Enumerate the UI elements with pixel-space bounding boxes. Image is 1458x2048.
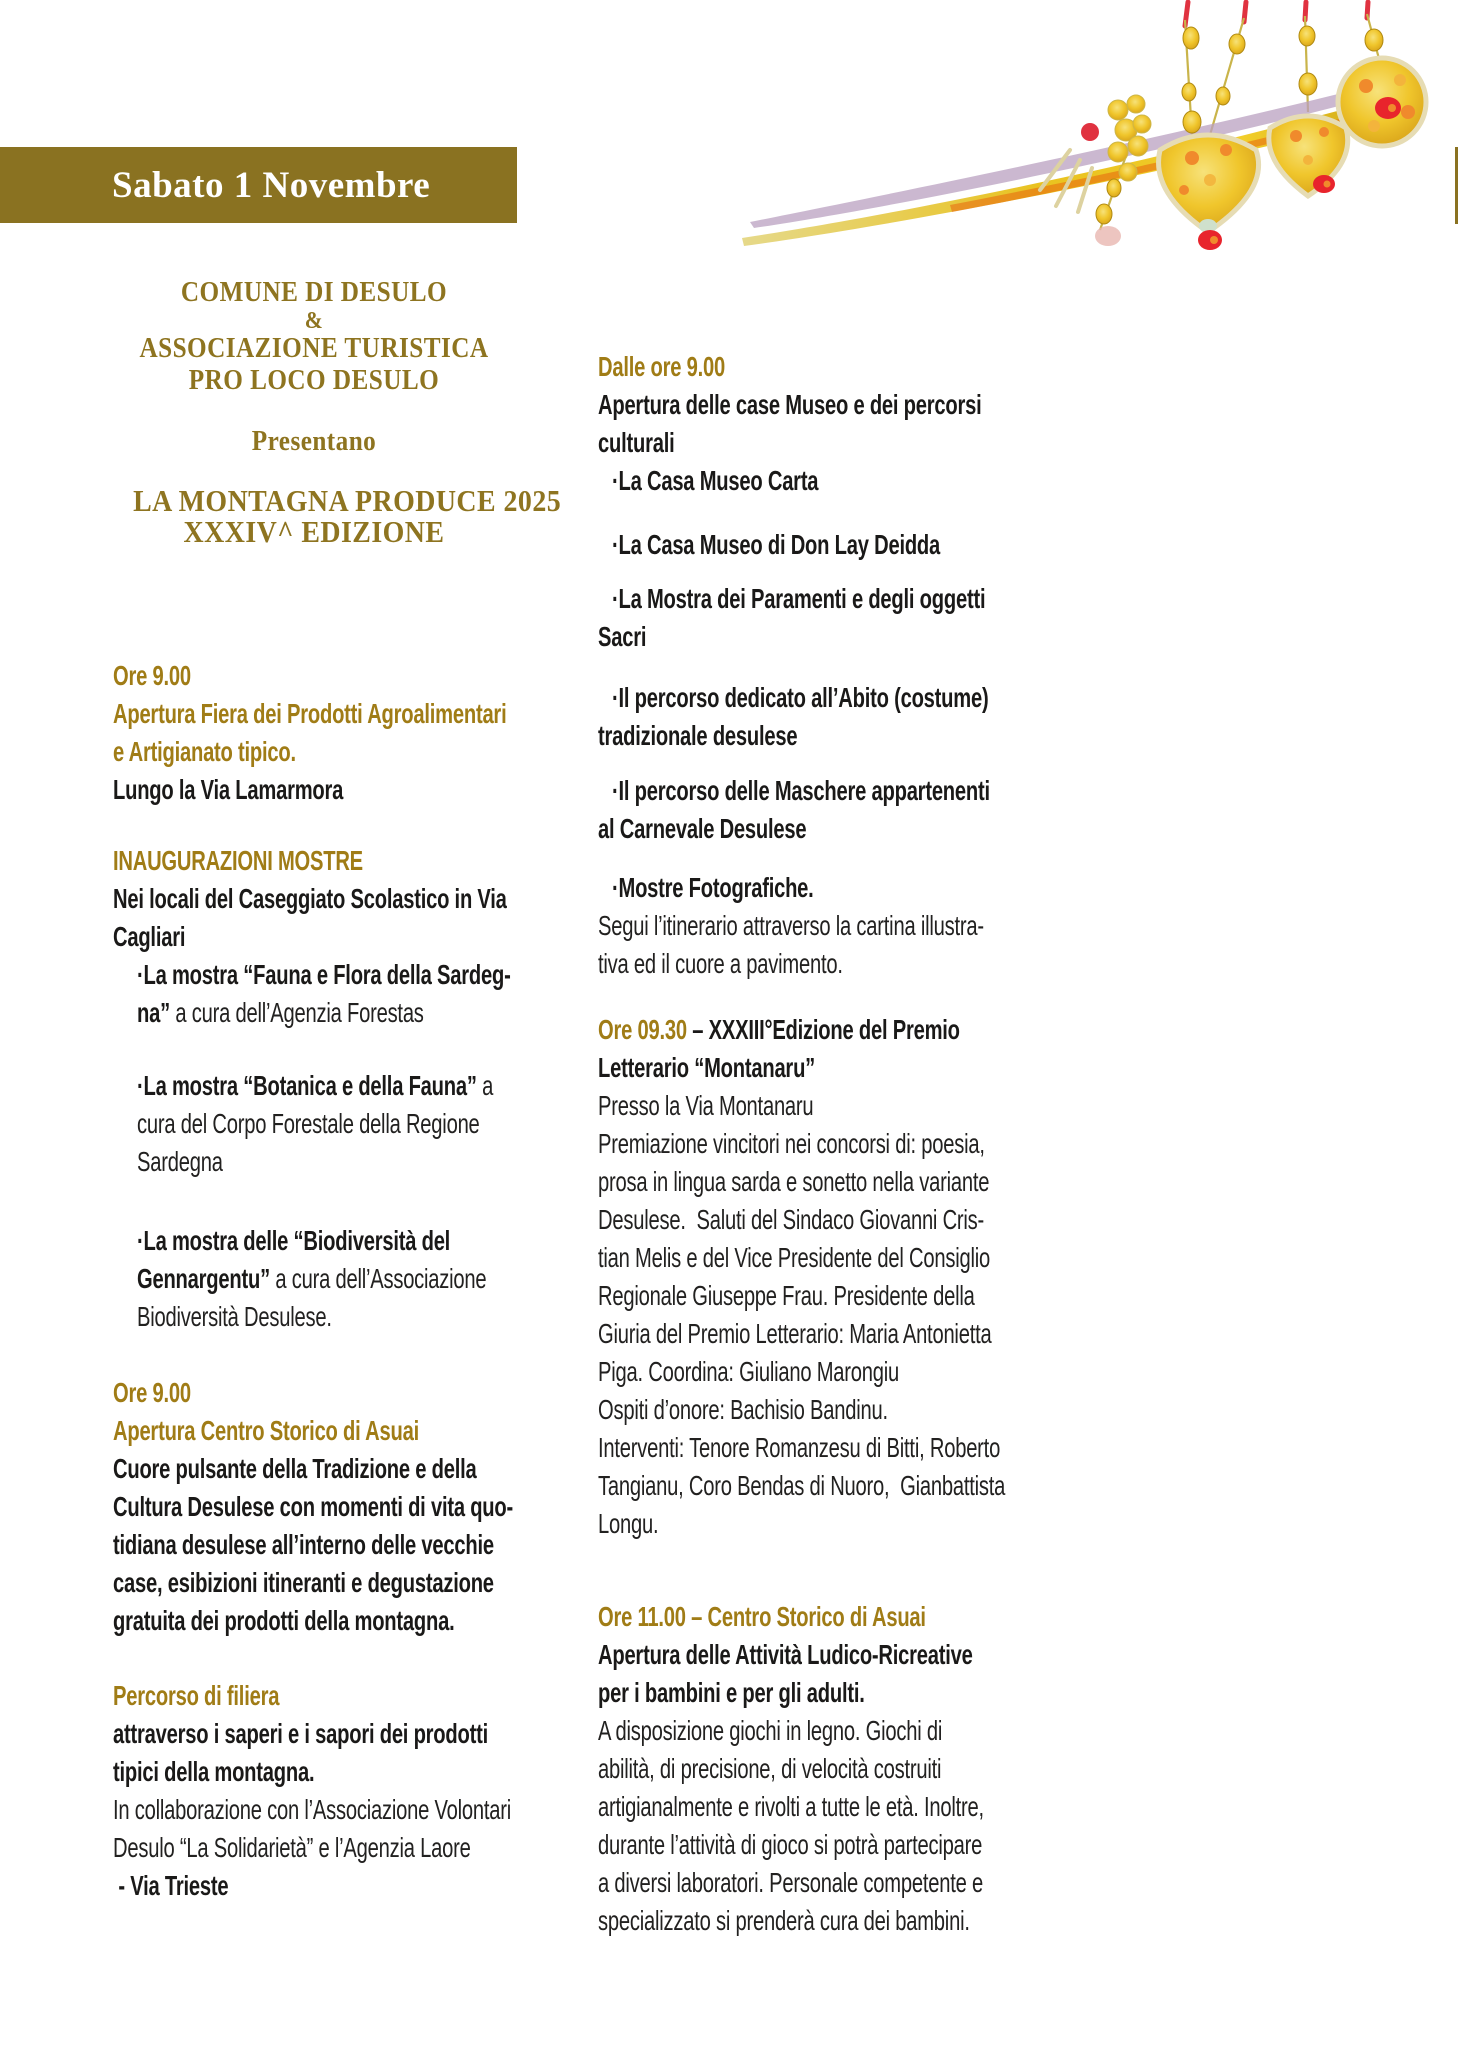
text-line [113, 1791, 511, 1829]
text-line [133, 277, 495, 309]
text-line [133, 516, 495, 547]
text-run: Presso la Via Montanaru [598, 1090, 814, 1121]
text-line [598, 1429, 1001, 1467]
text-run: ·Il percorso dedicato all’Abito (costume) [612, 682, 989, 713]
left-column [113, 277, 562, 1905]
text-run: Apertura delle Attività Ludico-Ricreative [598, 1639, 973, 1670]
text-run: Percorso di filiera [113, 1680, 280, 1711]
text-run: Premiazione vincitori nei concorsi di: poesia, [598, 1128, 985, 1159]
text-line [113, 1829, 471, 1867]
text-run: tidiana desulese all’interno delle vecchie [113, 1529, 494, 1560]
text-line [612, 580, 986, 618]
text-line [133, 483, 562, 518]
text-run: Nei locali del Caseggiato Scolastico in Via [113, 883, 507, 914]
text-run: Letterario “Montanaru” [598, 1052, 816, 1083]
text-run: ·La Mostra dei Paramenti e degli oggetti [612, 583, 986, 614]
text-line [113, 1374, 402, 1412]
text-line [598, 1788, 984, 1826]
text-run: gratuita dei prodotti della montagna. [113, 1605, 455, 1636]
text-run: Regionale Giuseppe Frau. Presidente della [598, 1280, 975, 1311]
text-run: artigianalmente e rivolti a tutte le età. Inoltre, [598, 1791, 984, 1822]
text-run: Gennargentu” [137, 1263, 276, 1294]
percorso-abito-item [598, 679, 1010, 755]
filiera-section [113, 1677, 515, 1905]
case-museo-section [598, 348, 1010, 500]
text-run: ASSOCIAZIONE TURISTICA [139, 333, 489, 364]
text-line [598, 1636, 973, 1674]
text-line [113, 1602, 455, 1640]
text-run: Piga. Coordina: Giuliano Marongiu [598, 1356, 900, 1387]
text-line [113, 842, 402, 880]
text-line [598, 1864, 983, 1902]
text-line [137, 1222, 451, 1260]
text-run: In collaborazione con l’Associazione Volontari [113, 1794, 511, 1825]
text-line [598, 1125, 985, 1163]
text-run: ·La mostra delle “Biodiversità del [137, 1225, 451, 1256]
text-run: Cuore pulsante della Tradizione e della [113, 1453, 477, 1484]
text-run: a [482, 1070, 494, 1101]
text-line [598, 1201, 985, 1239]
text-line [113, 1564, 494, 1602]
text-line [113, 918, 402, 956]
text-run: ·La Casa Museo di Don Lay Deidda [612, 529, 941, 560]
text-run: Desulo “La Solidarietà” e l’Agenzia Laore [113, 1832, 471, 1863]
text-run: durante l’attività di gioco si potrà partecipare [598, 1829, 983, 1860]
text-run: Sacri [598, 621, 647, 652]
text-run: tradizionale desulese [598, 720, 798, 751]
text-line [612, 869, 899, 907]
text-run: Ore 9.00 [113, 1377, 191, 1408]
text-run: Ore 11.00 – Centro Storico di Asuai [598, 1601, 926, 1632]
text-run: Apertura delle case Museo e dei percorsi [598, 389, 982, 420]
text-line [133, 309, 495, 333]
text-run: ·Il percorso delle Maschere appartenenti [612, 775, 990, 806]
casa-museo-deidda-item [598, 526, 1010, 564]
text-run: prosa in lingua sarda e sonetto nella variante [598, 1166, 990, 1197]
text-run: tipici della montagna. [113, 1756, 315, 1787]
text-run: a cura dell’Associazione [275, 1263, 487, 1294]
text-run: a cura dell’Agenzia Forestas [175, 997, 424, 1028]
text-line [137, 956, 511, 994]
filigree-buttons [1159, 58, 1426, 250]
text-run: Desulese. Saluti del Sindaco Giovanni Cris- [598, 1204, 985, 1235]
text-line [598, 1011, 960, 1049]
text-line [113, 695, 507, 733]
text-line [113, 1526, 494, 1564]
text-line [137, 1260, 487, 1298]
text-line [598, 945, 895, 983]
text-run: Presentano [251, 426, 377, 457]
text-run: per i bambini e per gli adulti. [598, 1677, 865, 1708]
text-line [137, 1298, 409, 1336]
text-line [113, 880, 507, 918]
text-run: PRO LOCO DESULO [188, 365, 440, 396]
text-line [598, 1315, 992, 1353]
jewel-illustration [740, 0, 1458, 250]
text-run: abilità, di precisione, di velocità costruiti [598, 1753, 942, 1784]
mostre-section [113, 842, 515, 1032]
text-line [598, 1902, 970, 1940]
text-line [113, 771, 402, 809]
text-line [598, 1391, 895, 1429]
text-run: Cagliari [113, 921, 186, 952]
text-line [598, 907, 984, 945]
text-run: – XXXIII°Edizione del Premio [692, 1014, 960, 1045]
text-line [612, 526, 941, 564]
text-run: case, esibizioni itineranti e degustazione [113, 1567, 494, 1598]
text-run: Lungo la Via Lamarmora [113, 774, 344, 805]
text-line [612, 462, 899, 500]
text-run: Cultura Desulese con momenti di vita quo- [113, 1491, 514, 1522]
text-line [598, 618, 895, 656]
text-run: Segui l’itinerario attraverso la cartina illustra- [598, 910, 984, 941]
text-line [113, 1715, 488, 1753]
percorso-maschere-item [598, 772, 1010, 848]
text-run: al Carnevale Desulese [598, 813, 807, 844]
text-line [598, 717, 895, 755]
text-line [598, 1049, 895, 1087]
text-line [137, 1105, 480, 1143]
text-line [113, 1450, 477, 1488]
text-line [137, 1067, 494, 1105]
event-title [113, 483, 562, 549]
text-run: Ospiti d’onore: Bachisio Bandinu. [598, 1394, 888, 1425]
text-line [113, 1867, 402, 1905]
text-run: ·La mostra “Botanica e della Fauna” [137, 1070, 483, 1101]
text-line [598, 1505, 895, 1543]
asuai-section [113, 1374, 515, 1640]
date-banner [0, 147, 517, 223]
text-run: INAUGURAZIONI MOSTRE [113, 845, 363, 876]
text-run: Apertura Centro Storico di Asuai [113, 1415, 419, 1446]
text-line [113, 1412, 419, 1450]
text-line [133, 426, 495, 458]
text-run: specializzato si prenderà cura dei bambini. [598, 1905, 970, 1936]
text-line [598, 1712, 943, 1750]
text-line [113, 733, 402, 771]
text-line [598, 1277, 975, 1315]
text-run: Longu. [598, 1508, 659, 1539]
text-run: Apertura Fiera dei Prodotti Agroalimentari [113, 698, 507, 729]
text-run: LA MONTAGNA PRODUCE 2025 [133, 483, 562, 518]
text-run: Ore 09.30 [598, 1014, 693, 1045]
mostre-fotografiche-item [598, 869, 1010, 983]
text-run: Interventi: Tenore Romanzesu di Bitti, Roberto [598, 1432, 1001, 1463]
text-run: - Via Trieste [113, 1870, 229, 1901]
text-line [598, 810, 895, 848]
text-run: attraverso i saperi e i sapori dei prodotti [113, 1718, 488, 1749]
text-line [113, 657, 402, 695]
text-run: Giuria del Premio Letterario: Maria Antonietta [598, 1318, 992, 1349]
presents-line [113, 426, 515, 458]
text-run: COMUNE DI DESULO [180, 277, 448, 308]
text-line [137, 1143, 409, 1181]
text-run: tian Melis e del Vice Presidente del Consiglio [598, 1242, 990, 1273]
text-line [598, 1598, 926, 1636]
mostra-biodiversita-item [113, 1222, 515, 1336]
text-line [598, 1826, 983, 1864]
text-line [598, 1674, 895, 1712]
text-run: ·La mostra “Fauna e Flora della Sardeg- [137, 959, 511, 990]
text-run: ·La Casa Museo Carta [612, 465, 819, 496]
mostra-paramenti-item [598, 580, 1010, 656]
text-run: A disposizione giochi in legno. Giochi di [598, 1715, 943, 1746]
text-run: na” [137, 997, 176, 1028]
text-run: culturali [598, 427, 675, 458]
text-line [612, 679, 989, 717]
text-run: a diversi laboratori. Personale competente e [598, 1867, 983, 1898]
text-run: Dalle ore 9.00 [598, 351, 725, 382]
text-line [113, 1753, 402, 1791]
text-run: XXXIV^ EDIZIONE [183, 514, 445, 549]
text-line [113, 1488, 514, 1526]
text-line [598, 1353, 900, 1391]
text-line [598, 348, 895, 386]
red-thread-tips [1185, 2, 1368, 26]
text-line [598, 1163, 990, 1201]
text-run: ·Mostre Fotografiche. [612, 872, 814, 903]
mostra-botanica-item [113, 1067, 515, 1181]
text-run: Sardegna [137, 1146, 223, 1177]
right-column [598, 348, 1010, 1940]
text-line [113, 1677, 402, 1715]
text-line [598, 1467, 1006, 1505]
organizers-heading [113, 277, 515, 397]
text-line [598, 1750, 942, 1788]
text-run: Ore 9.00 [113, 660, 191, 691]
text-run: e Artigianato tipico. [113, 736, 296, 767]
banner-title: Sabato 1 Novembre [112, 164, 431, 206]
premio-letterario-section [598, 1011, 1010, 1543]
text-line [137, 994, 424, 1032]
fiera-section [113, 657, 515, 809]
text-line [612, 772, 990, 810]
text-line [598, 1239, 990, 1277]
text-run: tiva ed il cuore a pavimento. [598, 948, 843, 979]
text-line [598, 1087, 895, 1125]
text-run: cura del Corpo Forestale della Regione [137, 1108, 480, 1139]
text-line [133, 365, 495, 397]
text-run: Tangianu, Coro Bendas di Nuoro, Gianbattista [598, 1470, 1006, 1501]
text-line [598, 386, 982, 424]
text-line [598, 424, 895, 462]
text-line [133, 333, 495, 365]
text-run: & [304, 308, 324, 334]
text-run: Biodiversità Desulese. [137, 1301, 332, 1332]
ludico-ricreative-section [598, 1598, 1010, 1940]
